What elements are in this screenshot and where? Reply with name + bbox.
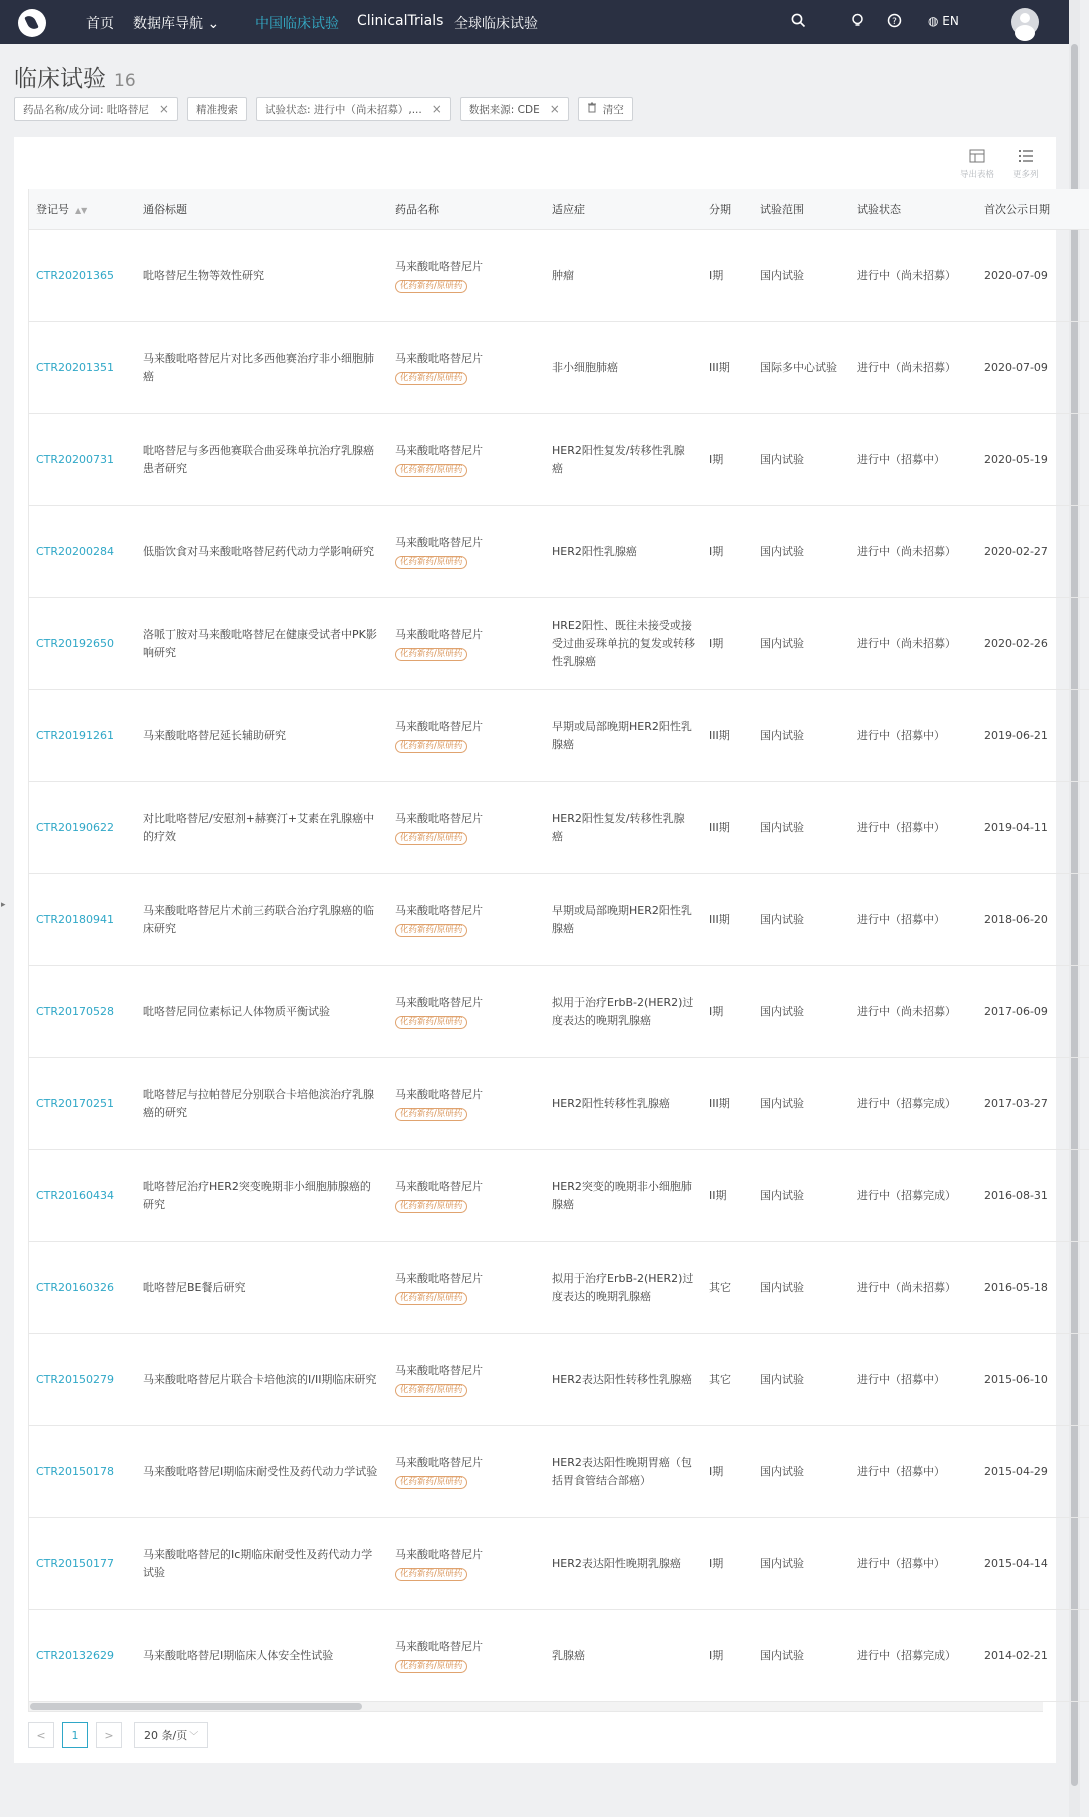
drug-type-badge: 化药新药/原研药 xyxy=(395,1660,467,1673)
table-row[interactable] xyxy=(29,1150,1089,1242)
trial-status: 进行中（招募中） xyxy=(850,1518,977,1610)
drug-cell xyxy=(388,230,545,322)
trial-scope: 国内试验 xyxy=(753,1610,850,1702)
table-row[interactable] xyxy=(29,1242,1089,1334)
first-publish-date: 2020-07-09 xyxy=(977,230,1089,322)
drug-type-badge: 化药新药/原研药 xyxy=(395,648,467,661)
drug-name: 马来酸吡咯替尼片 xyxy=(395,1455,483,1469)
phase: I期 xyxy=(702,414,753,506)
drug-cell xyxy=(388,1058,545,1150)
indication: HER2阳性乳腺癌 xyxy=(545,506,702,598)
next-page-button[interactable]: > xyxy=(96,1722,122,1748)
trial-status: 进行中（尚未招募） xyxy=(850,1242,977,1334)
first-publish-date: 2020-02-27 xyxy=(977,506,1089,598)
drug-type-badge: 化药新药/原研药 xyxy=(395,1384,467,1397)
drug-name: 马来酸吡咯替尼片 xyxy=(395,903,483,917)
first-publish-date: 2015-04-14 xyxy=(977,1518,1089,1610)
trash-icon xyxy=(587,102,597,116)
trial-scope: 国内试验 xyxy=(753,1058,850,1150)
trial-scope: 国内试验 xyxy=(753,782,850,874)
drug-cell xyxy=(388,1426,545,1518)
table-row[interactable] xyxy=(29,1058,1089,1150)
trial-title: 吡咯替尼与多西他赛联合曲妥珠单抗治疗乳腺癌患者研究 xyxy=(136,414,388,506)
column-header-drug: 药品名称 xyxy=(388,189,545,230)
drug-name: 马来酸吡咯替尼片 xyxy=(395,1179,483,1193)
trial-scope: 国内试验 xyxy=(753,1242,850,1334)
trial-title: 马来酸吡咯替尼的Ic期临床耐受性及药代动力学试验 xyxy=(136,1518,388,1610)
drug-type-badge: 化药新药/原研药 xyxy=(395,1200,467,1213)
drug-cell xyxy=(388,506,545,598)
trial-title: 吡咯替尼同位素标记人体物质平衡试验 xyxy=(136,966,388,1058)
indication: 非小细胞肺癌 xyxy=(545,322,702,414)
drug-cell xyxy=(388,1610,545,1702)
reg-no-link[interactable]: CTR20200731 xyxy=(29,414,136,506)
help-icon[interactable] xyxy=(887,13,902,32)
trial-scope: 国内试验 xyxy=(753,1334,850,1426)
filter-chip-source[interactable]: 数据来源: CDE × xyxy=(460,97,569,121)
phase: III期 xyxy=(702,874,753,966)
drug-name: 马来酸吡咯替尼片 xyxy=(395,811,483,825)
first-publish-date: 2017-06-09 xyxy=(977,966,1089,1058)
close-icon[interactable]: × xyxy=(431,102,442,116)
page-title: 临床试验 16 xyxy=(14,66,136,92)
phase: I期 xyxy=(702,598,753,690)
reg-no-link[interactable]: CTR20190622 xyxy=(29,782,136,874)
first-publish-date: 2017-03-27 xyxy=(977,1058,1089,1150)
table-row[interactable] xyxy=(29,322,1089,414)
first-publish-date: 2020-05-19 xyxy=(977,414,1089,506)
table-row[interactable] xyxy=(29,598,1089,690)
results-table-wrapper xyxy=(28,189,1050,1712)
lightbulb-icon[interactable] xyxy=(850,13,865,32)
reg-no-link[interactable]: CTR20200284 xyxy=(29,506,136,598)
export-table-icon xyxy=(960,149,994,166)
horizontal-scrollbar[interactable] xyxy=(29,1702,1043,1711)
trial-scope: 国内试验 xyxy=(753,414,850,506)
list-icon xyxy=(1013,149,1039,166)
drug-name: 马来酸吡咯替尼片 xyxy=(395,627,483,641)
column-header-first-date: 首次公示日期 xyxy=(977,189,1089,230)
reg-no-link[interactable]: CTR20201365 xyxy=(29,230,136,322)
drug-type-badge: 化药新药/原研药 xyxy=(395,1476,467,1489)
drug-type-badge: 化药新药/原研药 xyxy=(395,556,467,569)
first-publish-date: 2015-06-10 xyxy=(977,1334,1089,1426)
drug-type-badge: 化药新药/原研药 xyxy=(395,832,467,845)
drug-cell xyxy=(388,1334,545,1426)
trial-scope: 国内试验 xyxy=(753,230,850,322)
indication: HER2阳性转移性乳腺癌 xyxy=(545,1058,702,1150)
first-publish-date: 2015-04-29 xyxy=(977,1426,1089,1518)
trial-title: 低脂饮食对马来酸吡咯替尼药代动力学影响研究 xyxy=(136,506,388,598)
phase: I期 xyxy=(702,230,753,322)
reg-no-link[interactable]: CTR20201351 xyxy=(29,322,136,414)
filter-bar xyxy=(14,97,633,121)
indication: 早期或局部晚期HER2阳性乳腺癌 xyxy=(545,874,702,966)
column-header-indication: 适应症 xyxy=(545,189,702,230)
drug-cell xyxy=(388,690,545,782)
trial-status: 进行中（尚未招募） xyxy=(850,322,977,414)
table-row[interactable] xyxy=(29,230,1089,322)
trial-title: 马来酸吡咯替尼延长辅助研究 xyxy=(136,690,388,782)
reg-no-link[interactable]: CTR20160434 xyxy=(29,1150,136,1242)
trial-scope: 国内试验 xyxy=(753,690,850,782)
page-1-button[interactable]: 1 xyxy=(62,1722,88,1748)
drug-type-badge: 化药新药/原研药 xyxy=(395,1292,467,1305)
trial-status: 进行中（尚未招募） xyxy=(850,230,977,322)
trial-status: 进行中（招募中） xyxy=(850,1334,977,1426)
exact-search-button[interactable]: 精准搜索 xyxy=(187,97,247,121)
table-row[interactable] xyxy=(29,1610,1089,1702)
drug-type-badge: 化药新药/原研药 xyxy=(395,740,467,753)
table-row[interactable] xyxy=(29,1518,1089,1610)
reg-no-link[interactable]: CTR20180941 xyxy=(29,874,136,966)
table-row[interactable] xyxy=(29,1334,1089,1426)
nav-item-database-nav[interactable]: 数据库导航 ⌄ xyxy=(133,16,220,32)
trial-status: 进行中（尚未招募） xyxy=(850,966,977,1058)
page-size-select[interactable]: 20 条/页 ﹀ xyxy=(134,1722,208,1748)
indication: HER2突变的晚期非小细胞肺腺癌 xyxy=(545,1150,702,1242)
phase: I期 xyxy=(702,506,753,598)
top-nav-bar xyxy=(0,0,1069,44)
drug-name: 马来酸吡咯替尼片 xyxy=(395,259,483,273)
close-icon[interactable]: × xyxy=(158,102,169,116)
clear-filters-button[interactable]: 清空 xyxy=(578,97,633,121)
drug-name: 马来酸吡咯替尼片 xyxy=(395,1363,483,1377)
drug-cell xyxy=(388,1150,545,1242)
trial-title: 吡咯替尼BE餐后研究 xyxy=(136,1242,388,1334)
svg-text:?: ? xyxy=(892,17,897,27)
table-row[interactable] xyxy=(29,1426,1089,1518)
reg-no-link[interactable]: CTR20191261 xyxy=(29,690,136,782)
phase: I期 xyxy=(702,1518,753,1610)
reg-no-link[interactable]: CTR20192650 xyxy=(29,598,136,690)
trial-scope: 国内试验 xyxy=(753,506,850,598)
pagination xyxy=(28,1722,208,1748)
drug-name: 马来酸吡咯替尼片 xyxy=(395,1547,483,1561)
globe-icon: ◍ xyxy=(928,14,943,28)
trial-scope: 国内试验 xyxy=(753,1426,850,1518)
drug-cell xyxy=(388,782,545,874)
result-count: 16 xyxy=(114,71,136,91)
phase: II期 xyxy=(702,1150,753,1242)
horizontal-scrollbar-thumb[interactable] xyxy=(30,1703,362,1710)
drug-type-badge: 化药新药/原研药 xyxy=(395,280,467,293)
more-columns-button[interactable]: 更多列 xyxy=(1013,149,1039,180)
drug-type-badge: 化药新药/原研药 xyxy=(395,464,467,477)
indication: 拟用于治疗ErbB-2(HER2)过度表达的晚期乳腺癌 xyxy=(545,966,702,1058)
drug-name: 马来酸吡咯替尼片 xyxy=(395,719,483,733)
drug-cell xyxy=(388,1518,545,1610)
phase: 其它 xyxy=(702,1334,753,1426)
trial-status: 进行中（招募中） xyxy=(850,1426,977,1518)
drug-type-badge: 化药新药/原研药 xyxy=(395,1108,467,1121)
drug-cell xyxy=(388,322,545,414)
indication: 拟用于治疗ErbB-2(HER2)过度表达的晚期乳腺癌 xyxy=(545,1242,702,1334)
drug-type-badge: 化药新药/原研药 xyxy=(395,1568,467,1581)
drug-type-badge: 化药新药/原研药 xyxy=(395,372,467,385)
table-row[interactable] xyxy=(29,506,1089,598)
trial-scope: 国际多中心试验 xyxy=(753,322,850,414)
trial-title: 马来酸吡咯替尼片对比多西他赛治疗非小细胞肺癌 xyxy=(136,322,388,414)
prev-page-button[interactable]: < xyxy=(28,1722,54,1748)
indication: HER2表达阳性转移性乳腺癌 xyxy=(545,1334,702,1426)
trial-status: 进行中（招募完成） xyxy=(850,1058,977,1150)
column-header-reg-no[interactable]: 登记号 ▲▼ xyxy=(29,189,136,230)
reg-no-link[interactable]: CTR20170251 xyxy=(29,1058,136,1150)
filter-chip-status[interactable]: 试验状态: 进行中（尚未招募）,... × xyxy=(256,97,451,121)
drug-cell xyxy=(388,1242,545,1334)
indication: 肿瘤 xyxy=(545,230,702,322)
trial-title: 马来酸吡咯替尼片联合卡培他滨的I/II期临床研究 xyxy=(136,1334,388,1426)
first-publish-date: 2020-02-26 xyxy=(977,598,1089,690)
trial-status: 进行中（招募中） xyxy=(850,782,977,874)
indication: HER2阳性复发/转移性乳腺癌 xyxy=(545,782,702,874)
reg-no-link[interactable]: CTR20160326 xyxy=(29,1242,136,1334)
trial-status: 进行中（招募完成） xyxy=(850,1150,977,1242)
phase: III期 xyxy=(702,690,753,782)
phase: III期 xyxy=(702,322,753,414)
trial-status: 进行中（尚未招募） xyxy=(850,598,977,690)
trial-title: 马来酸吡咯替尼I期临床人体安全性试验 xyxy=(136,1610,388,1702)
table-row[interactable] xyxy=(29,414,1089,506)
reg-no-link[interactable]: CTR20150177 xyxy=(29,1518,136,1610)
trial-status: 进行中（招募中） xyxy=(850,414,977,506)
drug-cell xyxy=(388,874,545,966)
indication: HER2阳性复发/转移性乳腺癌 xyxy=(545,414,702,506)
indication: HER2表达阳性晚期乳腺癌 xyxy=(545,1518,702,1610)
table-row[interactable] xyxy=(29,874,1089,966)
table-row[interactable] xyxy=(29,966,1089,1058)
drug-name: 马来酸吡咯替尼片 xyxy=(395,995,483,1009)
trial-title: 马来酸吡咯替尼I期临床耐受性及药代动力学试验 xyxy=(136,1426,388,1518)
drug-type-badge: 化药新药/原研药 xyxy=(395,924,467,937)
indication: HRE2阳性、既往未接受或接受过曲妥珠单抗的复发或转移性乳腺癌 xyxy=(545,598,702,690)
table-row[interactable] xyxy=(29,690,1089,782)
phase: 其它 xyxy=(702,1242,753,1334)
indication: HER2表达阳性晚期胃癌（包括胃食管结合部癌） xyxy=(545,1426,702,1518)
reg-no-link[interactable]: CTR20132629 xyxy=(29,1610,136,1702)
first-publish-date: 2019-06-21 xyxy=(977,690,1089,782)
drug-name: 马来酸吡咯替尼片 xyxy=(395,1087,483,1101)
phase: I期 xyxy=(702,1610,753,1702)
trial-scope: 国内试验 xyxy=(753,966,850,1058)
first-publish-date: 2019-04-11 xyxy=(977,782,1089,874)
drug-name: 马来酸吡咯替尼片 xyxy=(395,351,483,365)
trial-status: 进行中（招募完成） xyxy=(850,1610,977,1702)
trial-status: 进行中（招募中） xyxy=(850,690,977,782)
drug-cell xyxy=(388,966,545,1058)
close-icon[interactable]: × xyxy=(549,102,560,116)
first-publish-date: 2016-05-18 xyxy=(977,1242,1089,1334)
avatar[interactable] xyxy=(1011,8,1039,36)
indication: 乳腺癌 xyxy=(545,1610,702,1702)
phase: III期 xyxy=(702,782,753,874)
drug-name: 马来酸吡咯替尼片 xyxy=(395,1271,483,1285)
drug-cell xyxy=(388,598,545,690)
sort-icon[interactable]: ▲▼ xyxy=(75,206,88,215)
trial-scope: 国内试验 xyxy=(753,1518,850,1610)
trial-title: 洛哌丁胺对马来酸吡咯替尼在健康受试者中PK影响研究 xyxy=(136,598,388,690)
table-row[interactable] xyxy=(29,782,1089,874)
drug-name: 马来酸吡咯替尼片 xyxy=(395,443,483,457)
trial-title: 吡咯替尼治疗HER2突变晚期非小细胞肺腺癌的研究 xyxy=(136,1150,388,1242)
trial-scope: 国内试验 xyxy=(753,598,850,690)
export-table-button[interactable]: 导出表格 xyxy=(960,149,994,180)
column-header-title: 通俗标题 xyxy=(136,189,388,230)
drug-type-badge: 化药新药/原研药 xyxy=(395,1016,467,1029)
trial-status: 进行中（招募中） xyxy=(850,874,977,966)
phase: I期 xyxy=(702,1426,753,1518)
nav-item-china-trials[interactable]: 中国临床试验 xyxy=(255,16,339,32)
sidebar-expand-icon[interactable]: ▸ xyxy=(1,900,6,910)
filter-chip-drug[interactable]: 药品名称/成分词: 吡咯替尼 × xyxy=(14,97,178,121)
table-header-row xyxy=(29,189,1089,230)
trial-scope: 国内试验 xyxy=(753,1150,850,1242)
reg-no-link[interactable]: CTR20170528 xyxy=(29,966,136,1058)
trial-status: 进行中（尚未招募） xyxy=(850,506,977,598)
language-switch[interactable]: ◍ EN xyxy=(928,14,959,28)
drug-name: 马来酸吡咯替尼片 xyxy=(395,535,483,549)
phase: I期 xyxy=(702,966,753,1058)
indication: 早期或局部晚期HER2阳性乳腺癌 xyxy=(545,690,702,782)
drug-cell xyxy=(388,414,545,506)
nav-item-global-trials[interactable]: 全球临床试验 xyxy=(454,16,538,32)
results-table xyxy=(29,189,1089,1702)
column-header-scope: 试验范围 xyxy=(753,189,850,230)
first-publish-date: 2018-06-20 xyxy=(977,874,1089,966)
first-publish-date: 2016-08-31 xyxy=(977,1150,1089,1242)
drug-name: 马来酸吡咯替尼片 xyxy=(395,1639,483,1653)
search-icon[interactable] xyxy=(791,13,806,32)
column-header-status: 试验状态 xyxy=(850,189,977,230)
trial-title: 吡咯替尼生物等效性研究 xyxy=(136,230,388,322)
phase: III期 xyxy=(702,1058,753,1150)
logo-icon[interactable] xyxy=(18,9,46,37)
column-header-phase: 分期 xyxy=(702,189,753,230)
nav-item-clinicaltrials[interactable]: ClinicalTrials xyxy=(357,13,444,29)
trial-title: 吡咯替尼与拉帕替尼分别联合卡培他滨治疗乳腺癌的研究 xyxy=(136,1058,388,1150)
trial-title: 马来酸吡咯替尼片术前三药联合治疗乳腺癌的临床研究 xyxy=(136,874,388,966)
first-publish-date: 2014-02-21 xyxy=(977,1610,1089,1702)
chevron-down-icon: ﹀ xyxy=(189,1731,199,1742)
trial-scope: 国内试验 xyxy=(753,874,850,966)
first-publish-date: 2020-07-09 xyxy=(977,322,1089,414)
reg-no-link[interactable]: CTR20150279 xyxy=(29,1334,136,1426)
nav-item-home[interactable]: 首页 xyxy=(86,16,114,32)
results-panel xyxy=(14,137,1056,1763)
reg-no-link[interactable]: CTR20150178 xyxy=(29,1426,136,1518)
trial-title: 对比吡咯替尼/安慰剂+赫赛汀+艾素在乳腺癌中的疗效 xyxy=(136,782,388,874)
